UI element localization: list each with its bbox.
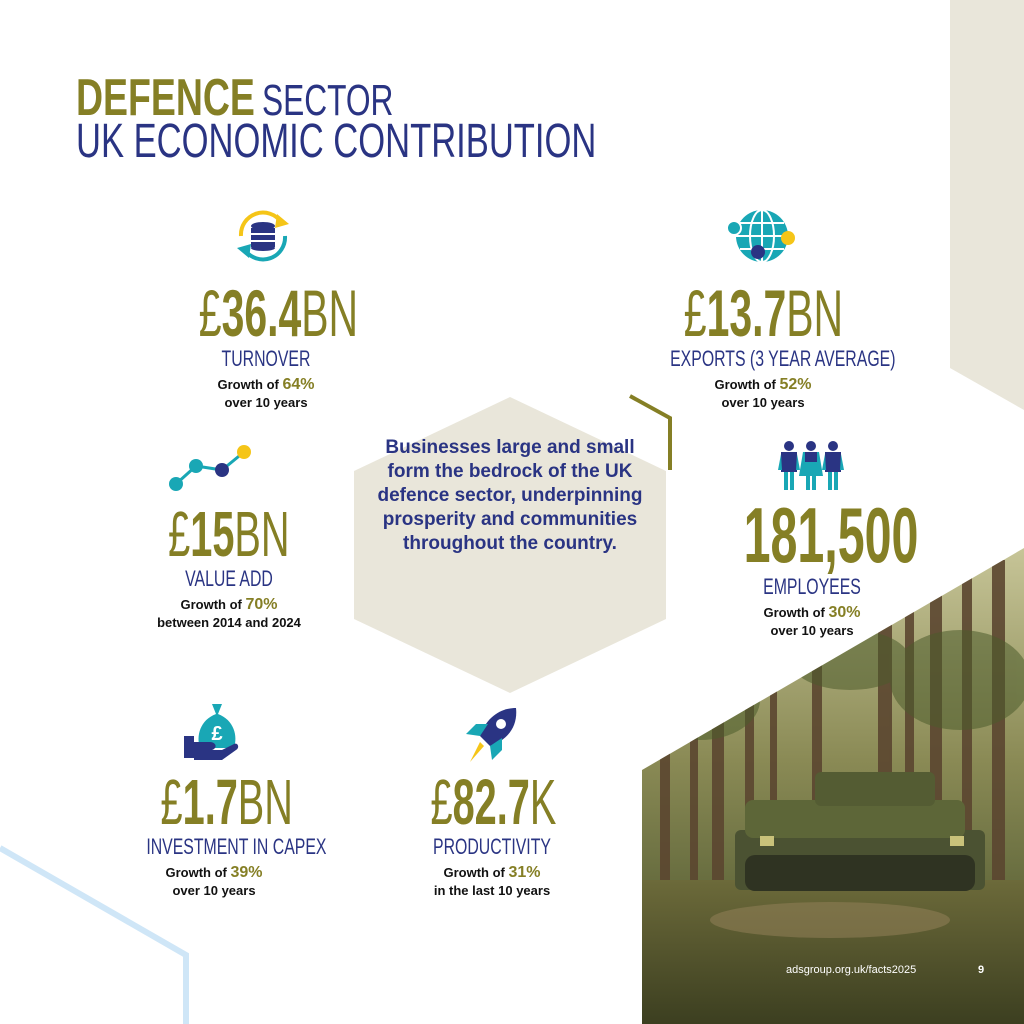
employees-growth: Growth of 30% over 10 years (763, 604, 861, 638)
stat-value-add (116, 498, 342, 632)
rocket-icon (460, 704, 522, 768)
svg-text:£: £ (211, 723, 223, 745)
turnover-value: £36.4BN (198, 276, 359, 350)
stat-exports (634, 276, 896, 412)
stat-capex (120, 766, 327, 900)
coins-cycle-icon (227, 206, 299, 266)
line-graph-icon (166, 440, 258, 494)
capex-growth: Growth of 39% over 10 years (165, 864, 263, 898)
page-number: 9 (978, 964, 985, 976)
employees-label: EMPLOYEES (763, 574, 861, 599)
footer-url[interactable]: adsgroup.org.uk/facts2025 (786, 964, 917, 976)
stat-turnover (150, 276, 382, 412)
value-add-growth: Growth of 70% between 2014 and 2024 (157, 596, 301, 630)
exports-growth: Growth of 52% over 10 years (714, 376, 812, 410)
money-bag-hand-icon (182, 700, 242, 764)
productivity-value: £82.7K (430, 766, 557, 838)
capex-value: £1.7BN (160, 766, 293, 838)
employees-value: 181,500 (743, 491, 919, 579)
title-rest-word: SECTOR (262, 76, 394, 125)
title-bold-word: DEFENCE (76, 69, 255, 127)
people-icon (778, 440, 844, 492)
capex-label: INVESTMENT IN CAPEX (146, 834, 327, 859)
page-title-line2: UK ECONOMIC CONTRIBUTION (76, 115, 597, 168)
stat-employees (690, 491, 934, 640)
stat-productivity (392, 766, 592, 900)
beige-panel (950, 0, 1024, 410)
productivity-growth: Growth of 31% in the last 10 years (433, 864, 551, 898)
turnover-growth: Growth of 64% over 10 years (217, 376, 315, 410)
value-add-value: £15BN (168, 498, 290, 570)
turnover-label: TURNOVER (221, 346, 311, 371)
center-statement: Businesses large and small form the bedrock of the UK defence sector, underpinning prosperity and communities throughout the country. (377, 437, 643, 554)
value-add-label: VALUE ADD (185, 566, 273, 591)
exports-label: EXPORTS (3 YEAR AVERAGE) (670, 346, 896, 371)
exports-value: £13.7BN (683, 276, 843, 350)
productivity-label: PRODUCTIVITY (433, 834, 551, 859)
globe-icon (726, 206, 798, 268)
